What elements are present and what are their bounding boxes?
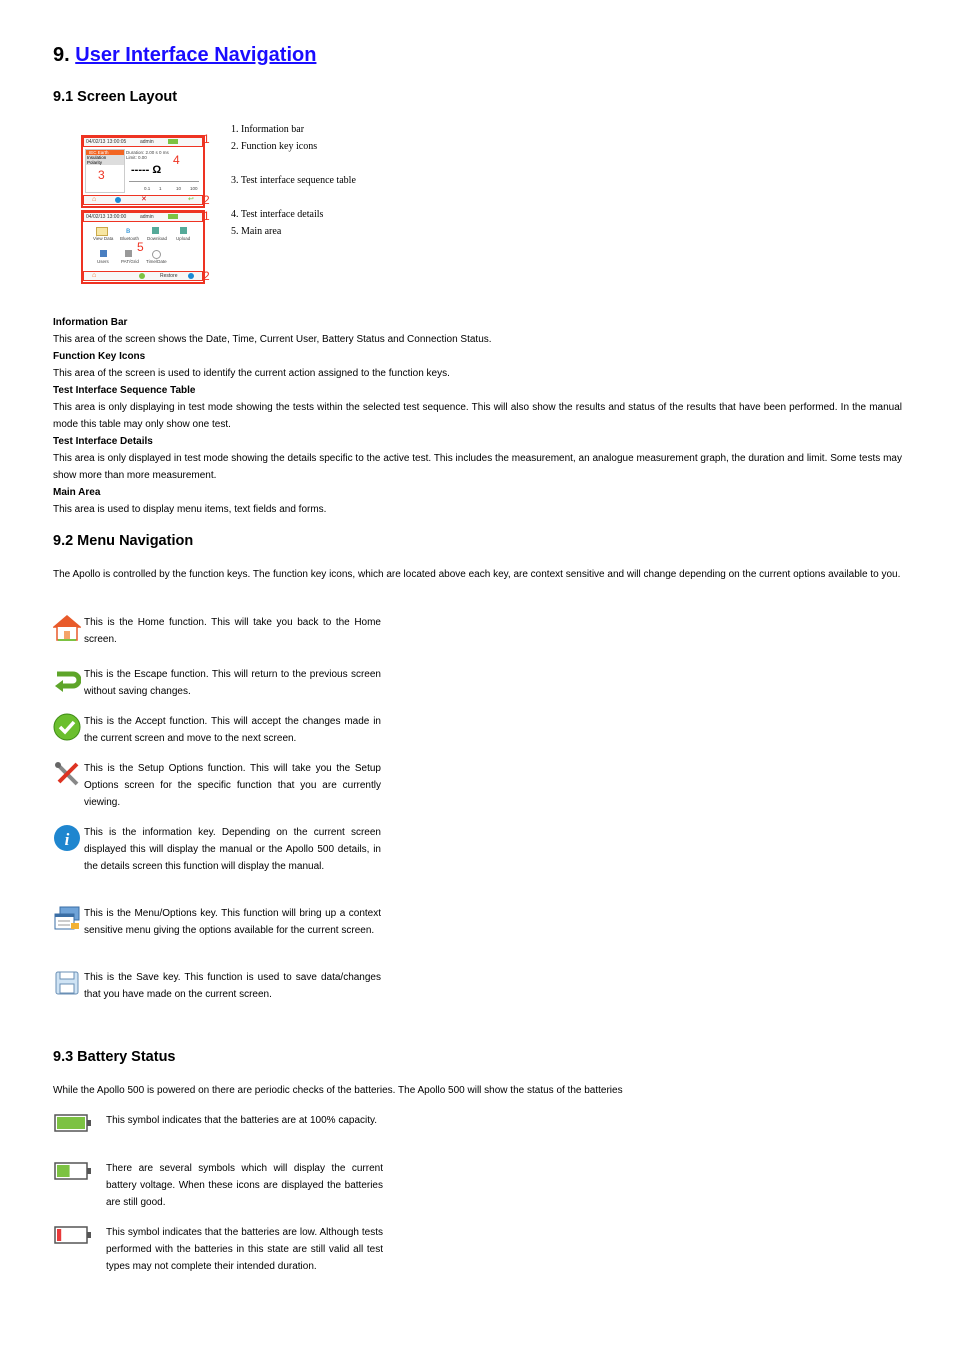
battery-partial-text: There are several symbols which will display the current battery voltage. When these icons are displayed the batteries are still good. — [106, 1163, 383, 1208]
battery-low-icon — [53, 1224, 93, 1246]
mock-accept-icon — [139, 273, 145, 279]
mock-restore-label: Restore — [160, 273, 178, 279]
mock-download-icon — [152, 227, 159, 234]
test-details-section — [53, 433, 902, 484]
battery-low-row — [53, 1224, 385, 1294]
mock-info-icon — [188, 273, 194, 279]
setup-tools-icon — [53, 760, 81, 788]
save-function-row — [53, 969, 383, 1009]
home-function-text: This is the Home function. This will take you back to the Home screen. — [84, 617, 381, 645]
menu-options-icon — [53, 905, 81, 933]
page-title — [53, 44, 316, 67]
mock-menu-item: Users — [97, 259, 109, 264]
mock-scale-line — [129, 181, 199, 182]
mock-menu-item: Time/Date — [146, 259, 167, 264]
section-label: Information Bar — [53, 317, 128, 328]
legend-item: 1. Information bar — [231, 124, 305, 135]
mock-info-datetime: 04/02/13 13:00:00 — [86, 214, 127, 220]
escape-function-row — [53, 666, 383, 706]
mock-menu-item: View Data — [93, 236, 114, 241]
mock-function-bar — [83, 271, 203, 281]
mock-battery-icon — [168, 139, 178, 144]
setup-function-row — [53, 760, 383, 815]
mock-view-data-icon — [96, 227, 108, 236]
home-icon — [53, 614, 81, 642]
mock-battery-icon — [168, 214, 178, 219]
mock-menu-item: Upload — [176, 236, 191, 241]
callout-5: 5 — [137, 240, 144, 254]
mock-menu-item: Bluetooth — [120, 236, 140, 241]
info-bar-section — [53, 314, 902, 348]
callout-3: 3 — [98, 168, 105, 182]
mock-home-icon: ⌂ — [92, 272, 97, 279]
battery-status-intro: While the Apollo 500 is powered on there are periodic checks of the batteries. The Apollo 500 will show the status of the batteries — [53, 1085, 623, 1096]
save-icon — [53, 969, 81, 997]
mock-info-datetime: 04/02/13 13:00:05 — [86, 139, 127, 145]
mock-bluetooth-icon: ʙ — [126, 226, 131, 235]
mock-function-bar — [83, 195, 203, 205]
mock-reading: ----- Ω — [131, 164, 162, 176]
mock-duration: Duration: 2.00 s 0 ms — [126, 150, 169, 155]
mock-pat-icon — [125, 250, 132, 257]
accept-function-text: This is the Accept function. This will accept the changes made in the current screen and move to the next screen. — [84, 716, 381, 744]
mock-scale-tick: 0.1 — [144, 186, 151, 191]
section-text: This area of the screen is used to identify the current action assigned to the function keys. — [53, 368, 450, 379]
mock-scale-tick: 100 — [190, 186, 198, 191]
section-label: Test Interface Details — [53, 436, 153, 447]
svg-text:i: i — [64, 830, 70, 849]
mock-info-bar — [83, 137, 203, 147]
sequence-table-section — [53, 382, 902, 433]
section-number: 9. — [53, 44, 70, 66]
section-text: This area of the screen shows the Date, Time, Current User, Battery Status and Connection Status. — [53, 334, 492, 345]
save-function-text: This is the Save key. This function is used to save data/changes that you have made on the current screen. — [84, 972, 381, 1000]
legend-item: 5. Main area — [231, 226, 282, 237]
mock-scale-tick: 1 — [159, 186, 162, 191]
battery-full-text: This symbol indicates that the batteries are at 100% capacity. — [106, 1115, 378, 1126]
section-label: Main Area — [53, 487, 101, 498]
battery-low-text: This symbol indicates that the batteries are low. Although tests performed with the batteries in this state are still valid all test types may not complete their intended duration. — [106, 1227, 383, 1272]
mock-seq-item: Polarity — [86, 160, 124, 165]
mock-info-user: admin — [140, 214, 154, 220]
mock-upload-icon — [180, 227, 187, 234]
mock-seq-item: Insulation — [86, 155, 124, 160]
battery-partial-icon — [53, 1160, 93, 1182]
callout-1: 1 — [203, 209, 210, 223]
battery-full-icon — [53, 1112, 93, 1134]
battery-status-heading: 9.3 Battery Status — [53, 1049, 176, 1065]
callout-4: 4 — [173, 153, 180, 167]
info-icon — [53, 824, 81, 852]
area-descriptions — [53, 314, 902, 518]
mock-menu-item: PAT/Grid — [121, 259, 139, 264]
legend-item: 2. Function key icons — [231, 141, 318, 152]
mock-seq-item: IEC Earth — [86, 150, 124, 155]
callout-1: 1 — [203, 132, 210, 146]
screen-layout-heading: 9.1 Screen Layout — [53, 89, 178, 105]
menu-options-text: This is the Menu/Options key. This function will bring up a context sensitive menu giving the options available for the current screen. — [84, 908, 381, 936]
menu-navigation-intro: The Apollo is controlled by the function keys. The function key icons, which are located above each key, are context sensitive and will change depending on the current options available to you. — [53, 569, 901, 580]
main-area-section — [53, 484, 902, 518]
section-label: Function Key Icons — [53, 351, 146, 362]
mock-tools-icon: ✕ — [141, 196, 147, 203]
mock-sequence-table — [85, 149, 125, 193]
battery-partial-row — [53, 1160, 385, 1216]
home-function-row — [53, 614, 383, 654]
function-key-section — [53, 348, 902, 382]
escape-icon — [53, 666, 81, 694]
info-function-text: This is the information key. Depending on the current screen displayed this will display the manual or the Apollo 500 details, in the details screen this function will display the manual. — [84, 827, 381, 872]
section-text: This area is only displayed in test mode showing the details specific to the active test. This includes the measurement, an analogue measurement graph, the duration and limit. Some tests may show more than more measurement. — [53, 453, 902, 481]
callout-2: 2 — [203, 269, 210, 283]
mock-users-icon — [100, 250, 107, 257]
accept-function-row — [53, 713, 383, 753]
mock-info-user: admin — [140, 139, 154, 145]
setup-function-text: This is the Setup Options function. This will take you the Setup Options screen for the specific function that you are currently viewing. — [84, 763, 381, 808]
mock-clock-icon — [152, 250, 161, 259]
section-label: Test Interface Sequence Table — [53, 385, 196, 396]
legend-item: 3. Test interface sequence table — [231, 175, 356, 186]
legend-item: 4. Test interface details — [231, 209, 324, 220]
section-title-link[interactable]: User Interface Navigation — [75, 44, 317, 66]
info-function-row — [53, 824, 383, 894]
mock-scale-tick: 10 — [176, 186, 182, 191]
menu-navigation-heading: 9.2 Menu Navigation — [53, 533, 194, 549]
mock-escape-icon: ↩ — [188, 196, 194, 203]
menu-options-row — [53, 905, 383, 960]
mock-home-icon: ⌂ — [92, 196, 97, 203]
accept-icon — [53, 713, 81, 741]
section-text: This area is used to display menu items, text fields and forms. — [53, 504, 327, 515]
callout-2: 2 — [203, 193, 210, 207]
battery-full-row — [53, 1112, 385, 1152]
mock-limit: Limit: 0.00 — [126, 155, 147, 160]
mock-menu-item: Download — [147, 236, 168, 241]
escape-function-text: This is the Escape function. This will return to the previous screen without saving changes. — [84, 669, 381, 697]
mock-info-bar — [83, 212, 203, 222]
section-text: This area is only displaying in test mode showing the tests within the selected test sequence. This will also show the results and status of the results that have been performed. In the manual mode this table may only show one test. — [53, 402, 902, 430]
mock-help-icon — [115, 197, 121, 203]
